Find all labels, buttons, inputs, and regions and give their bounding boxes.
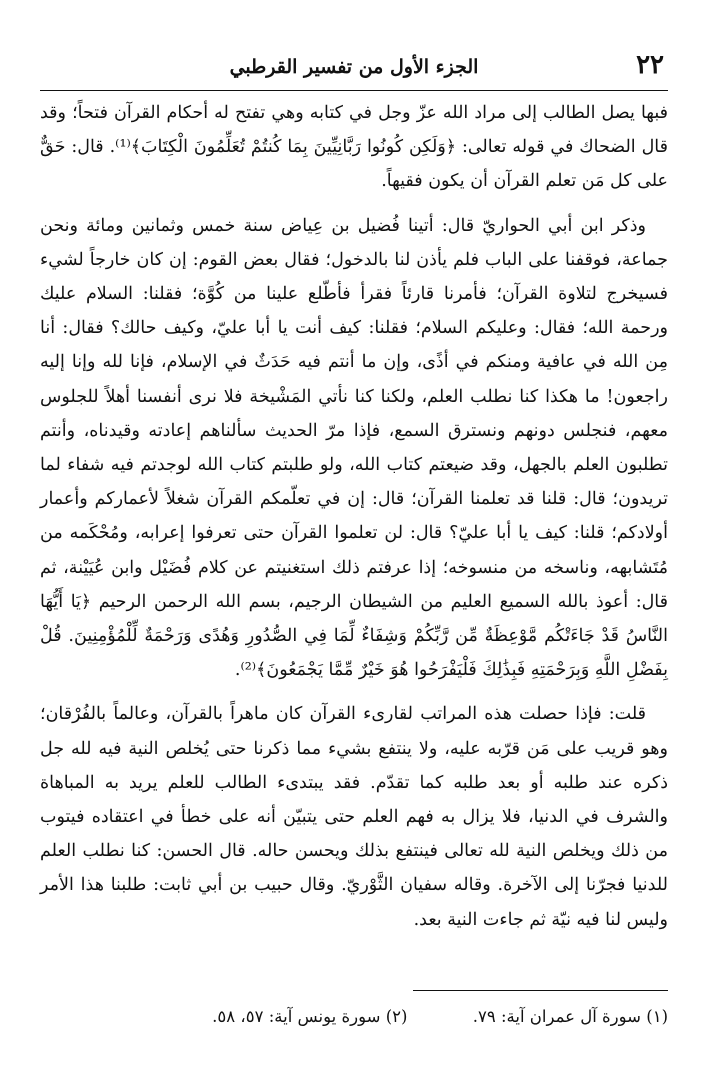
footnote-divider <box>413 990 668 991</box>
footnote: (٢) سورة يونس آية: ٥٧، ٥٨. <box>212 1007 408 1026</box>
footnotes <box>40 1004 668 1030</box>
footnote: (١) سورة آل عمران آية: ٧٩. <box>472 1007 668 1026</box>
body-text <box>40 96 668 937</box>
paragraph: فبها يصل الطالب إلى مراد الله عزّ وجل في كتابه وهي تفتح له أحكام القرآن فتحاً؛ وقد قال الضحاك في قوله تعالى: ﴿وَلَكِن كُونُوا رَبَّانِيِّينَ بِمَا كُنتُمْ تُعَلِّمُونَ الْكِتَابَ﴾⁽¹⁾. قال: حَقٌّ على كل مَن تعلم القرآن أن يكون فقيهاً. <box>40 103 668 192</box>
page-number: ٢٢ <box>636 50 664 80</box>
running-title: الجزء الأول من تفسير القرطبي <box>229 56 479 78</box>
page-header <box>40 48 668 91</box>
paragraph: قلت: فإذا حصلت هذه المراتب لقارىء القرآن كان ماهراً بالقرآن، وعالماً بالفُرْقان؛ وهو قريب على مَن قرّبه عليه، ولا ينتفع بشيء مما ذكرنا حتى يُخلص النية فيه لله جل ذكره عند طلبه أو بعد طلبه كما تقدّم. فقد يبتدىء الطالب للعلم يريد به المباهاة والشرف في الدنيا، فلا يزال به فهم العلم حتى يتبيّن أنه على خطأ في اعتقاده فيتوب من ذلك ويخلص النية لله تعالى فينتفع بذلك ويحسن حاله. قال الحسن: كنا نطلب العلم للدنيا فجرّنا إلى الآخرة. وقاله سفيان الثَّوْريّ. وقال حبيب بن أبي ثابت: طلبنا هذا الأمر وليس لنا فيه نيّة ثم جاءت النية بعد. <box>40 704 668 930</box>
paragraph: وذكر ابن أبي الحواريّ قال: أتينا فُضيل بن عِياض سنة خمس وثمانين ومائة ونحن جماعة، فوقفنا على الباب فلم يأذن لنا بالدخول؛ فقال بعض القوم: إن كان خارجاً لشيء فسيخرج لتلاوة القرآن؛ فأمرنا قارئاً فقرأ فأطّلع علينا من كُوَّة؛ فقلنا: السلام عليك ورحمة الله؛ فقال: وعليكم السلام؛ فقلنا: كيف أنت يا أبا عليّ، وكيف حالك؟ فقال: أنا مِن الله في عافية ومنكم في أذًى، وإن ما أنتم فيه حَدَثٌ في الإسلام، فإنا لله وإنا إليه راجعون! ما هكذا كنا نطلب العلم، ولكنا كنا نأتي المَشْيخة فلا نرى أنفسنا أهلاً للجلوس معهم، فنجلس دونهم ونسترق السمع، فإذا مرّ الحديث سألناهم إعادته وقيدناه، وأنتم تطلبون العلم بالجهل، وقد ضيعتم كتاب الله، ولو طلبتم كتاب الله لوجدتم فيه شفاء لما تريدون؛ قال: قلنا قد تعلمنا القرآن؛ قال: إن في تعلّمكم القرآن شغلاً لأعماركم وأعمار أولادكم؛ قلنا: كيف يا أبا عليّ؟ قال: لن تعلموا القرآن حتى تعرفوا إعرابه، ومُحْكَمه من مُتَشابهه، وناسخه من منسوخه؛ إذا عرفتم ذلك استغنيتم عن كلام فُضَيْل وابن عُيَيْنة، ثم قال: أعوذ بالله السميع العليم من الشيطان الرجيم، بسم الله الرحمن الرحيم ﴿يَا أَيُّهَا النَّاسُ قَدْ جَاءَتْكُم مَّوْعِظَةٌ مِّن رَّبِّكُمْ وَشِفَاءٌ لِّمَا فِي الصُّدُورِ وَهُدًى وَرَحْمَةٌ لِّلْمُؤْمِنِينَ. قُلْ بِفَضْلِ اللَّهِ وَبِرَحْمَتِهِ فَبِذَٰلِكَ فَلْيَفْرَحُوا هُوَ خَيْرٌ مِّمَّا يَجْمَعُونَ﴾⁽²⁾. <box>40 215 668 681</box>
